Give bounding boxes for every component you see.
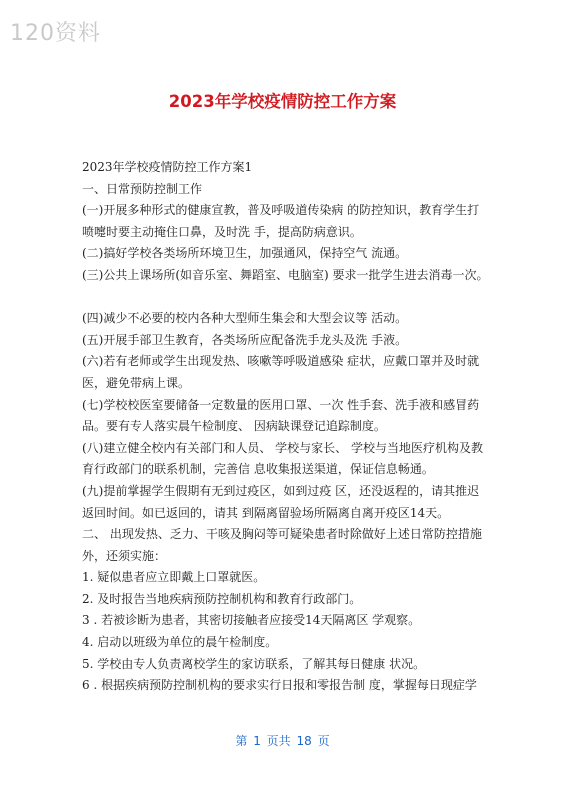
text-line: 返回时间。如已返回的，请其 到隔离留验场所隔离自离开疫区14天。 xyxy=(82,505,450,520)
text-line: 1. 疑似患者应立即戴上口罩就医。 xyxy=(82,570,266,585)
text-line: (九)提前掌握学生假期有无到过疫区，如到过疫 区，还没返程的，请其推迟 xyxy=(82,483,480,498)
text-line: 喷嚏时要主动掩住口鼻，及时洗 手，提高防病意识。 xyxy=(82,224,362,239)
watermark-logo: 120资料 xyxy=(10,21,101,46)
document-body xyxy=(82,157,492,697)
text-line: 外，还须实施： xyxy=(82,548,167,563)
text-line: 2. 及时报告当地疾病预防控制机构和教育行政部门。 xyxy=(82,591,362,606)
text-line: 3 . 若被诊断为患者，其密切接触者应接受14天隔离区 学观察。 xyxy=(82,613,421,628)
document-title: 2023年学校疫情防控工作方案 xyxy=(168,92,397,111)
text-line: (二)搞好学校各类场所环境卫生，加强通风，保持空气 流通。 xyxy=(82,246,408,261)
text-line: 品。要有专人落实晨午检制度、 因病缺课登记追踪制度。 xyxy=(82,419,386,434)
page-number-footer: 第 1 页共 18 页 xyxy=(235,734,330,748)
text-line: 一、日常预防控制工作 xyxy=(82,181,203,196)
text-line: (八)建立健全校内有关部门和人员、 学校与家长、 学校与当地医疗机构及教 xyxy=(82,440,483,455)
text-line: (六)若有老师或学生出现发热、咳嗽等呼吸道感染 症状，应戴口罩并及时就 xyxy=(82,354,480,369)
text-line: (一)开展多种形式的健康宣教，普及呼吸道传染病 的防控知识，教育学生打 xyxy=(82,203,480,218)
text-line: 6 . 根据疾病预防控制机构的要求实行日报和零报告制 度，掌握每日现症学 xyxy=(82,678,477,693)
text-line: (五)开展手部卫生教育，各类场所应配备洗手龙头及洗 手液。 xyxy=(82,332,408,347)
text-line: 二、 出现发热、乏力、干咳及胸闷等可疑染患者时除做好上述日常防控措施 xyxy=(82,527,482,542)
blank-line xyxy=(82,287,492,309)
text-line: (四)减少不必要的校内各种大型师生集会和大型会议等 活动。 xyxy=(82,311,408,326)
text-line: (七)学校校医室要储备一定数量的医用口罩、一次 性手套、洗手液和感冒药 xyxy=(82,397,480,412)
text-line: (三)公共上课场所(如音乐室、舞蹈室、电脑室) 要求一批学生进去消毒一次。 xyxy=(82,267,489,282)
text-line: 医，避免带病上课。 xyxy=(82,375,191,390)
text-line: 育行政部门的联系机制，完善信 息收集报送渠道，保证信息畅通。 xyxy=(82,462,434,477)
text-line: 2023年学校疫情防控工作方案1 xyxy=(82,160,253,174)
text-line: 5. 学校由专人负责离校学生的家访联系，了解其每日健康 状况。 xyxy=(82,656,426,671)
text-line: 4. 启动以班级为单位的晨午检制度。 xyxy=(82,635,278,650)
